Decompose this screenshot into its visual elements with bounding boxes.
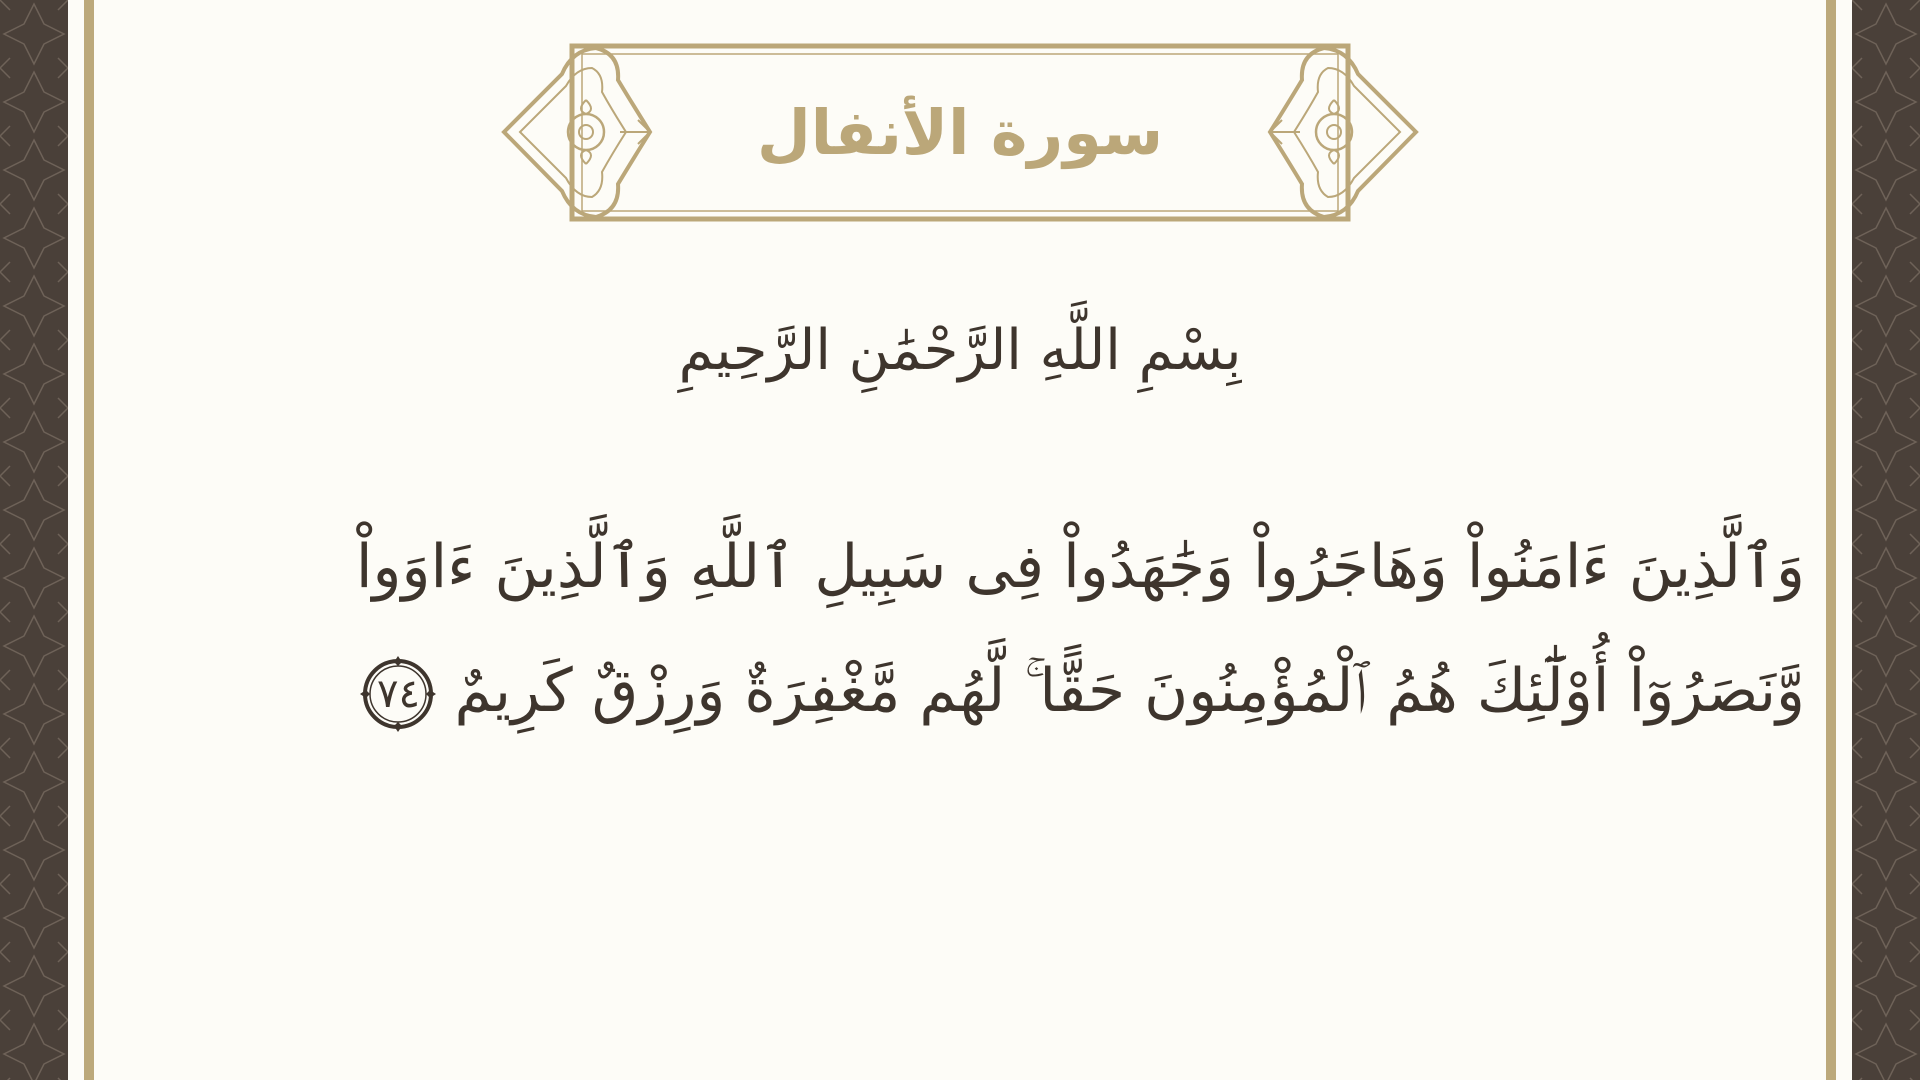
right-border-pattern bbox=[1852, 0, 1920, 1080]
surah-title-cartouche bbox=[500, 40, 1420, 225]
verse-text bbox=[240, 505, 1805, 753]
surah-title: سورة الأنفال bbox=[756, 96, 1164, 169]
verse-line-1: وَٱلَّذِينَ ءَامَنُواْ وَهَاجَرُواْ وَجَٰهَدُواْ فِى سَبِيلِ ٱللَّهِ وَٱلَّذِينَ ءَاوَواْ bbox=[355, 532, 1805, 602]
right-gold-rule bbox=[1826, 0, 1836, 1080]
verse-line-2-text: وَّنَصَرُوٓاْ أُوْلَٰٓئِكَ هُمُ ٱلْمُؤْمِنُونَ حَقًّا ۚ لَّهُم مَّغْفِرَةٌ وَرِزْقٌ كَرِيمٌ bbox=[454, 656, 1805, 726]
right-ornamental-border bbox=[1852, 0, 1920, 1080]
left-gold-rule bbox=[84, 0, 94, 1080]
verse-line-2 bbox=[240, 629, 1805, 753]
left-ornamental-border bbox=[0, 0, 68, 1080]
ayah-number: ٧٤ bbox=[376, 671, 420, 718]
left-border-pattern bbox=[0, 0, 68, 1080]
basmala: بِسْمِ اللَّهِ الرَّحْمَٰنِ الرَّحِيمِ bbox=[678, 317, 1242, 383]
ayah-end-marker bbox=[358, 654, 438, 734]
